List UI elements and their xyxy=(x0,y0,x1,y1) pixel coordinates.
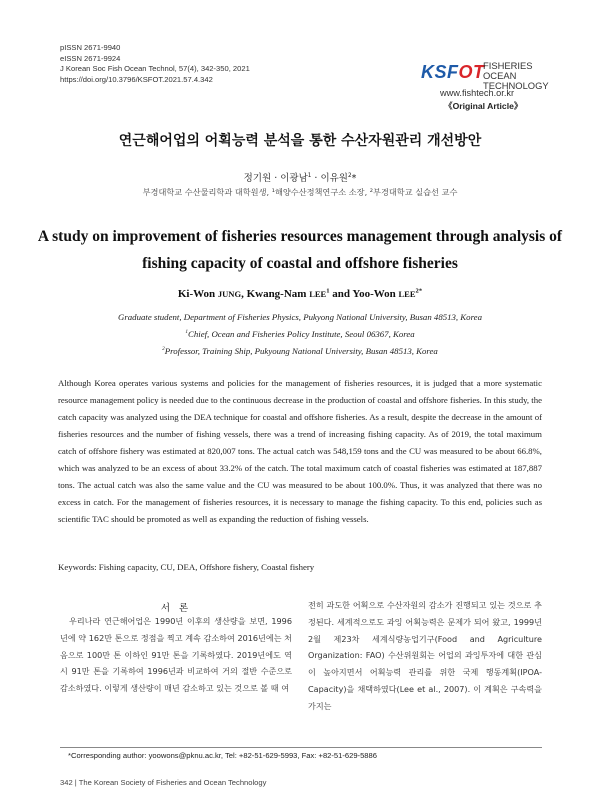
affiliation-3: $^2$Professor, Training Ship, Pukyoung National University, Busan 48513, Korea xyxy=(162,346,438,356)
affiliation-2: $^1$Chief, Ocean and Fisheries Policy Institute, Seoul 06367, Korea xyxy=(185,329,415,339)
affiliation-1: Graduate student, Department of Fisheries Physics, Pukyong National University, Busan 48513, Korea xyxy=(118,312,482,322)
logo-mark: KSFOT xyxy=(421,62,485,82)
journal-logo xyxy=(421,60,559,91)
korean-affiliation: 부경대학교 수산물리학과 대학원생, ¹해양수산정책연구소 소장, ²부경대학교 실습선 교수 xyxy=(142,187,458,197)
page-footer: 342 | The Korean Society of Fisheries and Ocean Technology xyxy=(60,778,267,787)
journal-url[interactable]: www.fishtech.or.kr xyxy=(440,88,515,98)
english-affiliations xyxy=(0,309,600,360)
korean-authors: 정기원 · 이광남$^1$ · 이유원$^2$* xyxy=(243,172,357,184)
body-right-column: 전히 과도한 어획으로 수산자원의 감소가 진행되고 있는 것으로 추정된다. 세계적으로도 과잉 어획능력은 문제가 되어 왔고, 1999년 2월 제23차 세계식량농업기구(Food and Agriculture Organization: FAO) 수산위원회는 어업의 과잉투자에 대한 관심이 높아지면서 어획능력 관리를 위한 국제 행동계획(IPOA-Capacity)을 채택하였다(Lee et al., 2007). 이 계획은 구속력을 가지는 xyxy=(308,600,542,711)
citation: J Korean Soc Fish Ocean Technol, 57(4), 342-350, 2021 xyxy=(60,64,250,74)
publication-meta xyxy=(60,43,250,85)
article-type: 《Original Article》 xyxy=(444,101,523,111)
journal-name: FISHERIES OCEAN TECHNOLOGY xyxy=(483,60,549,91)
abstract: Although Korea operates various systems and policies for the management of fisheries resources, it is judged that a more systematic resource management policy is needed due to the continuous decrease in the production of coastal and offshore fisheries. In this study, the catch capacity was analyzed using the DEA technique for coastal and offshore fisheries. As a result, despite the decrease in the amount of fisheries resources and the number of fishing vessels, there was a trend of increasing fishing capacity. As of 2019, the total maximum catch of offshore fishery was estimated at 820,007 tons. The actual catch was 548,159 tons and the CU was measured to be about 66.8%, which was analyzed to be an excess of about 33.2% of the catch. The total maximum catch of coastal fisheries was estimated at 187,887 tons. The actual catch was also the same value and the CU was measured to be about 100.0%. Thus, it was analyzed that there was no excess in catch. For the management of fisheries resources, it is necessary to manage the fishing capacity. To this end, policies such as scientific TAC should be promoted as well as expanding the reduction of fishing vessels. xyxy=(58,378,542,524)
footnote-divider xyxy=(60,747,542,748)
english-title: A study on improvement of fisheries resources management through analysis of fishing capacity of coastal and offshore fisheries xyxy=(37,228,563,272)
section-title-introduction: 서 론 xyxy=(160,603,192,614)
pissn: pISSN 2671-9940 xyxy=(60,43,121,52)
corresponding-author-footnote: *Corresponding author: yoowons@pknu.ac.kr, Tel: +82-51-629-5993, Fax: +82-51-629-5886 xyxy=(68,751,377,760)
korean-title: 연근해어업의 어획능력 분석을 통한 수산자원관리 개선방안 xyxy=(118,133,482,149)
english-authors: Ki-Won JUNG, Kwang-Nam LEE$^1$ and Yoo-Won $LEE^{2*}$ xyxy=(177,287,423,300)
keywords: Keywords: Fishing capacity, CU, DEA, Offshore fishery, Coastal fishery xyxy=(58,562,315,572)
doi-link[interactable]: https://doi.org/10.3796/KSFOT.2021.57.4.342 xyxy=(60,74,213,84)
body-left-column: 우리나라 연근해어업은 1990년 이후의 생산량을 보면, 1996년에 약 162만 톤으로 정점을 찍고 계속 감소하여 2016년에는 처음으로 100만 톤 이하인 91만 톤을 기록하였다. 2019년에도 역시 91만 톤을 기록하여 1996년과 비교하여 거의 절반 수준으로 감소하였다. 이렇게 생산량이 매년 감소하고 있는 것으로 볼 때 여 xyxy=(60,616,292,694)
eissn: eISSN 2671-9924 xyxy=(60,53,121,63)
